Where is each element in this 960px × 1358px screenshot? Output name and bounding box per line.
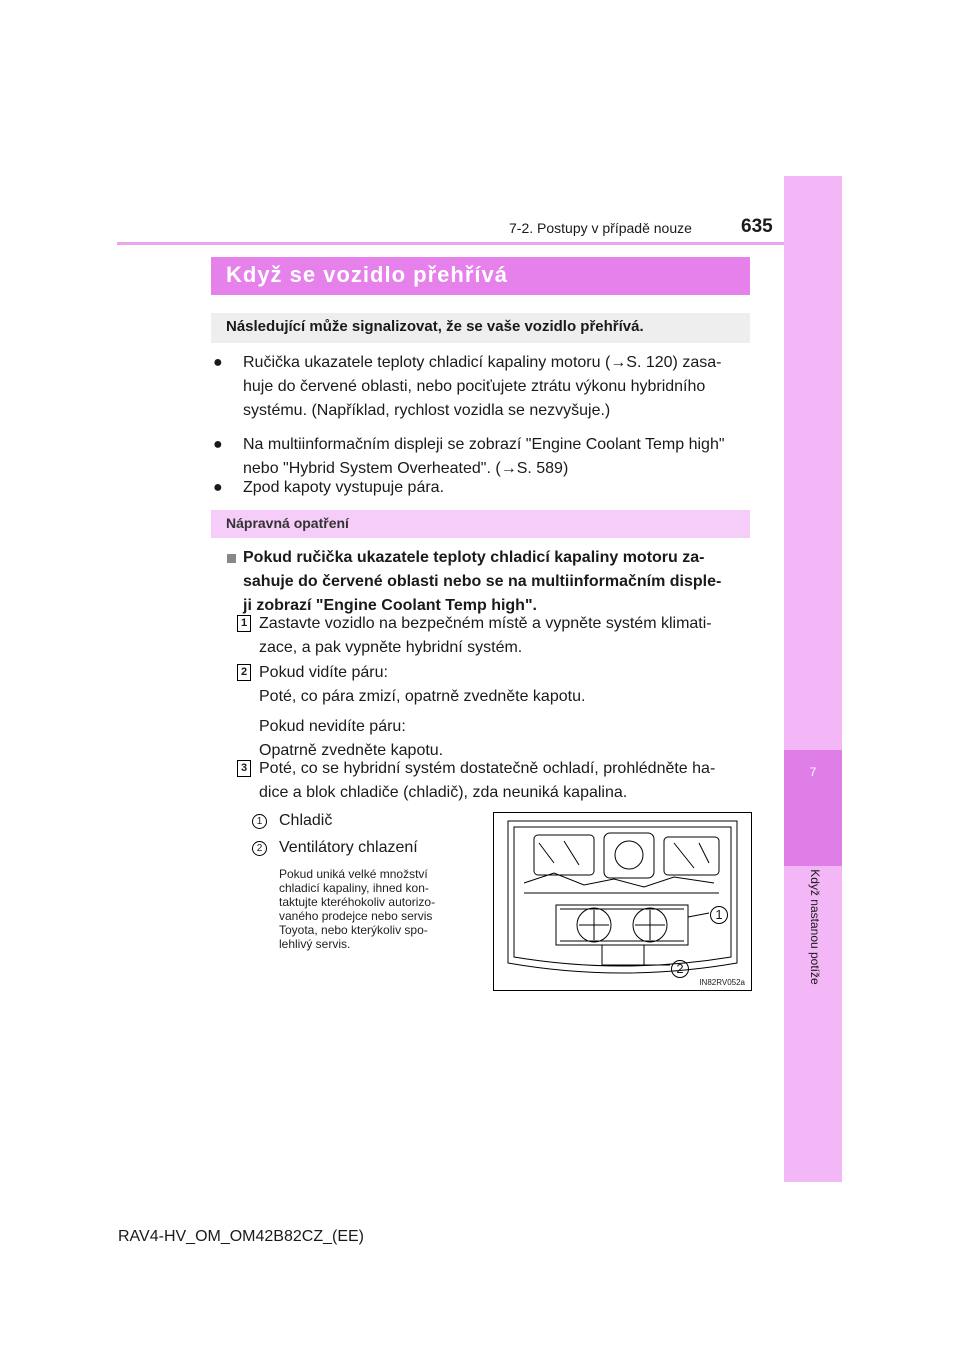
symptom-2: Na multiinformačním displeji se zobrazí "Engine Coolant Temp high" nebo "Hybrid System Overheated". (→S. 589) [243, 436, 725, 477]
figure-code: IN82RV052a [699, 978, 745, 987]
leak-note: Pokud uniká velké množství chladicí kapaliny, ihned kon- taktujte kteréhokoliv autorizo- vaného prodejce nebo servis Toyota, nebo kterýkoliv spo- lehlivý servis. [279, 867, 436, 951]
bullet-icon: ● [213, 354, 223, 371]
page-number: 635 [741, 216, 773, 237]
part-label: Ventilátory chlazení [279, 839, 418, 856]
footer-model-code: RAV4-HV_OM_OM42B82CZ_(EE) [118, 1228, 364, 1245]
step-number: 1 [237, 615, 251, 632]
chapter-title: Když nastanou potíže [808, 869, 822, 985]
part-label: Chladič [279, 812, 333, 829]
chapter-number: 7 [809, 765, 817, 779]
header-rule [117, 242, 842, 245]
intro-text: Následující může signalizovat, že se vaše vozidlo přehřívá. [226, 318, 644, 335]
step-2-text: Pokud vidíte páru: Poté, co pára zmizí, opatrně zvedněte kapotu. Pokud nevidíte páru: Opatrně zvedněte kapotu. [259, 664, 586, 759]
section-path: 7-2. Postupy v případě nouze [509, 220, 692, 236]
bullet-icon: ● [213, 479, 223, 496]
condition-heading: Pokud ručička ukazatele teploty chladicí kapaliny motoru za- sahuje do červené oblasti nebo se na multiinformačním disple- ji zobrazí "Engine Coolant Temp high". [243, 549, 722, 614]
step-3-text: Poté, co se hybridní systém dostatečně ochladí, prohlédněte ha- dice a blok chladiče (chladič), zda neuniká kapalina. [259, 760, 716, 801]
square-bullet-icon [227, 554, 236, 563]
figure-callout-number: 1 [710, 906, 728, 924]
symptom-1: Ručička ukazatele teploty chladicí kapaliny motoru (→S. 120) zasa- huje do červené oblasti, nebo pociťujete ztrátu výkonu hybridního systému. (Například, rychlost vozidla se nezvyšuje.) [243, 354, 722, 419]
measures-heading: Nápravná opatření [226, 515, 349, 531]
step-number: 3 [237, 760, 251, 777]
engine-bay-drawing [494, 813, 751, 990]
figure-callout-number: 2 [671, 960, 689, 978]
callout-number: 2 [252, 841, 267, 856]
step-1-text: Zastavte vozidlo na bezpečném místě a vypněte systém klimati- zace, a pak vypněte hybridní systém. [259, 615, 712, 656]
engine-bay-illustration [493, 812, 752, 991]
step-number: 2 [237, 664, 251, 681]
page-title: Když se vozidlo přehřívá [226, 262, 508, 287]
symptom-3: Zpod kapoty vystupuje pára. [243, 479, 445, 496]
bullet-icon: ● [213, 436, 223, 453]
chapter-side-tab [784, 176, 842, 1182]
callout-number: 1 [252, 814, 267, 829]
